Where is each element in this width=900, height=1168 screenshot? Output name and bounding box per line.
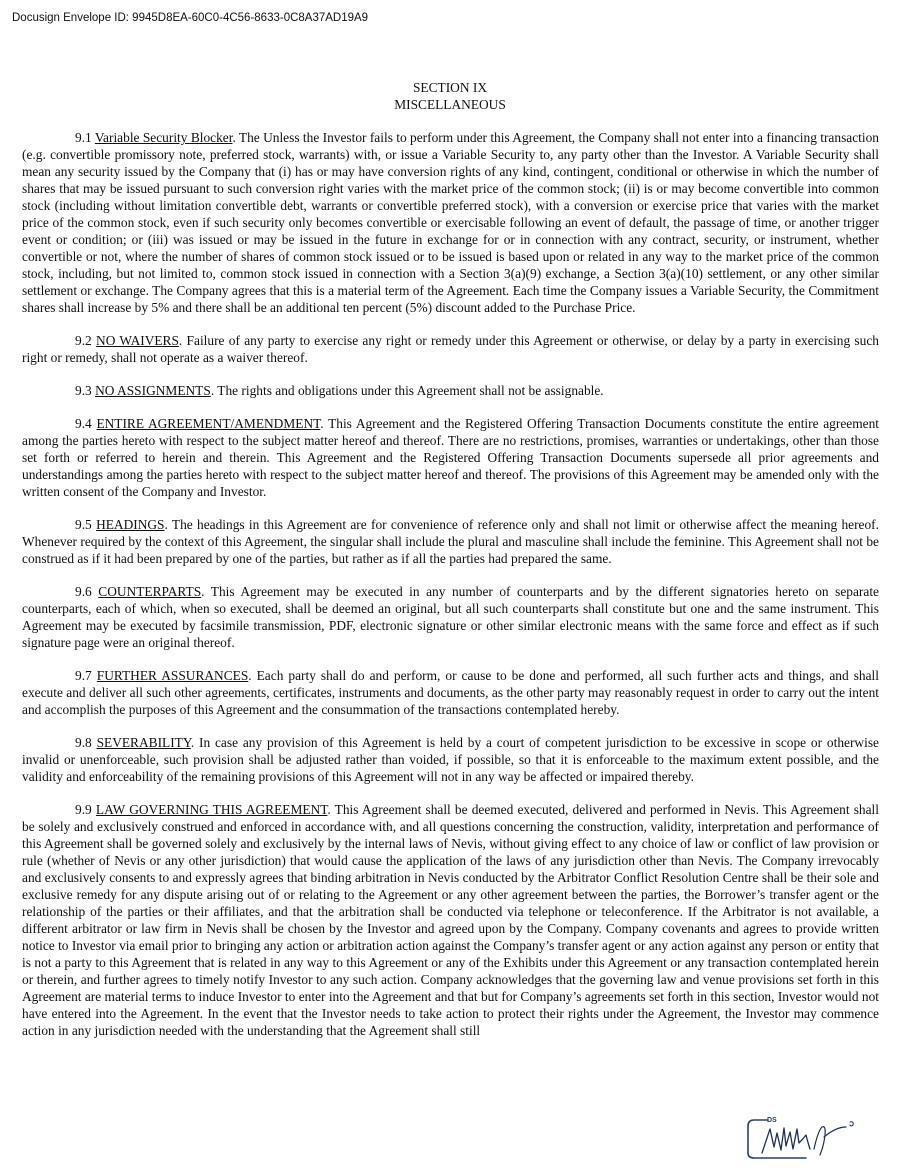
clause-9-5 [22, 516, 879, 567]
clause-9-3 [22, 382, 879, 399]
clause-title: NO WAIVERS [96, 333, 179, 348]
clause-number: 9.8 [75, 735, 92, 750]
section-number: SECTION IX [412, 80, 487, 95]
clause-9-9 [22, 801, 879, 1039]
clause-title: HEADINGS [96, 517, 165, 532]
clause-title: COUNTERPARTS [98, 584, 202, 599]
docusign-badge: DS [767, 1117, 777, 1124]
clause-number: 9.2 [75, 333, 92, 348]
clause-title: Variable Security Blocker [94, 130, 233, 145]
clause-9-8 [22, 734, 879, 785]
envelope-id: Docusign Envelope ID: 9945D8EA-60C0-4C56-8633-0C8A37AD19A9 [12, 12, 369, 24]
clause-9-1 [22, 129, 879, 316]
clause-number: 9.5 [75, 517, 92, 532]
clause-9-4 [22, 415, 879, 500]
clause-text: . Each party shall do and perform, or cause to be done and performed, all such further acts and things, and shall execute and deliver all such other agreements, certificates, instruments and documents, as the other party may reasonably request in order to carry out the intent and accomplish the purposes of this Agreement and the consummation of the transactions contemplated hereby. [22, 668, 879, 717]
clause-title: LAW GOVERNING THIS AGREEMENT [95, 802, 328, 817]
clause-number: 9.3 [75, 383, 92, 398]
section-title: MISCELLANEOUS [394, 97, 506, 112]
clause-text: . The Unless the Investor fails to perform under this Agreement, the Company shall not enter into a financing transaction (e.g. convertible promissory note, preferred stock, warrants) with, or issue a Variable Security to, any party other than the Investor. A Variable Security shall mean any security issued by the Company that (i) has or may have conversion rights of any kind, contingent, conditional or otherwise in which the number of shares that may be issued pursuant to such conversion right varies with the market price of the common stock; (ii) is or may become convertible into common stock (including without limitation convertible debt, warrants or convertible preferred stock), with a conversion or exercise price that varies with the market price of the common stock, even if such security only becomes convertible or exercisable following an event of default, the passage of time, or another trigger event or condition; or (iii) was issued or may be issued in the future in exchange for or in connection with any contract, security, or instrument, whether convertible or not, where the number of shares of common stock issued or to be issued is based upon or related in any way to the market price of the common stock, including, but not limited to, common stock issued in connection with a Section 3(a)(9) exchange, a Section 3(a)(10) settlement, or any other similar settlement or exchange. The Company agrees that this is a material term of the Agreement. Each time the Company issues a Variable Security, the Commitment shares shall increase by 5% and there shall be an additional ten percent (5%) discount added to the Purchase Price. [22, 130, 879, 315]
section-heading [0, 79, 900, 113]
clause-title: SEVERABILITY [96, 735, 191, 750]
clause-9-7 [22, 667, 879, 718]
clause-text: . Failure of any party to exercise any right or remedy under this Agreement or otherwise, or delay by a party in exercising such right or remedy, shall not operate as a waiver thereof. [22, 333, 879, 365]
clause-number: 9.6 [75, 584, 92, 599]
clause-text: . In case any provision of this Agreement is held by a court of competent jurisdiction to be excessive in scope or otherwise invalid or unenforceable, such provision shall be adjusted rather than voided, if possible, so that it is enforceable to the maximum extent possible, and the validity and enforceability of the remaining provisions of this Agreement will not in any way be affected or impaired thereby. [22, 735, 879, 784]
clause-number: 9.4 [75, 416, 92, 431]
clause-text: . This Agreement and the Registered Offering Transaction Documents constitute the entire agreement among the parties hereto with respect to the subject matter hereof and thereof. There are no restrictions, promises, warranties or undertakings, other than those set forth or referred to herein and therein. This Agreement and the Registered Offering Transaction Documents supersede all prior agreements and understandings among the parties hereto with respect to the subject matter hereof and thereof. The provisions of this Agreement may be amended only with the written consent of the Company and Investor. [22, 416, 879, 499]
clause-text: . The rights and obligations under this Agreement shall not be assignable. [210, 383, 604, 398]
docusign-initials-stamp [746, 1113, 886, 1163]
clause-number: 9.7 [75, 668, 92, 683]
clause-title: FURTHER ASSURANCES [96, 668, 249, 683]
clause-9-2 [22, 332, 879, 366]
clause-text: . This Agreement may be executed in any number of counterparts and by the different signatories hereto on separate counterparts, each of which, when so executed, shall be deemed an original, but all such counterparts shall constitute but one and the same instrument. This Agreement may be executed by facsimile transmission, PDF, electronic signature or other similar electronic means with the same force and effect as if such signature page were an original thereof. [22, 584, 879, 650]
clause-text: . This Agreement shall be deemed executed, delivered and performed in Nevis. This Agreement shall be solely and exclusively construed and enforced in accordance with, and all questions concerning the construction, validity, interpretation and performance of this Agreement shall be governed solely and exclusively by the internal laws of Nevis, without giving effect to any choice of law or conflict of law provision or rule (whether of Nevis or any other jurisdiction) that would cause the application of the laws of any jurisdiction other than Nevis. The Company irrevocably and exclusively consents to and expressly agrees that binding arbitration in Nevis conducted by the Arbitrator Conflict Resolution Centre shall be their sole and exclusive remedy for any dispute arising out of or relating to the Agreement or any other agreement between the parties, the Borrower’s transfer agent or the relationship of the parties or their affiliates, and that the arbitration shall be conducted via telephone or teleconference. If the Arbitrator is not available, a different arbitrator or law firm in Nevis shall be chosen by the Investor and agreed upon by the Company. Company covenants and agrees to provide written notice to Investor via email prior to bringing any action or arbitration action against the Company’s transfer agent or any action against any person or entity that is not a party to this Agreement that is related in any way to this Agreement or any of the Exhibits under this Agreement or any transaction contemplated herein or therein, and further agrees to timely notify Investor to any such action. Company acknowledges that the governing law and venue provisions set forth in this Agreement are material terms to induce Investor to enter into the Agreement and that but for Company’s agreements set forth in this section, Investor would not have entered into the Agreement. In the event that the Investor needs to take action to protect their rights under the Agreement, the Investor may commence action in any jurisdiction needed with the understanding that the Agreement shall still [22, 802, 879, 1038]
clause-title: ENTIRE AGREEMENT/AMENDMENT [96, 416, 321, 431]
clause-text: . The headings in this Agreement are for convenience of reference only and shall not limit or otherwise affect the meaning hereof. Whenever required by the context of this Agreement, the singular shall include the plural and masculine shall include the feminine. This Agreement shall not be construed as if it had been prepared by one of the parties, but rather as if all the parties had prepared the same. [22, 517, 879, 566]
clause-number: 9.9 [75, 802, 92, 817]
document-body [22, 129, 879, 1055]
clause-title: NO ASSIGNMENTS [95, 383, 211, 398]
clause-number: 9.1 [75, 130, 92, 145]
clause-9-6 [22, 583, 879, 651]
